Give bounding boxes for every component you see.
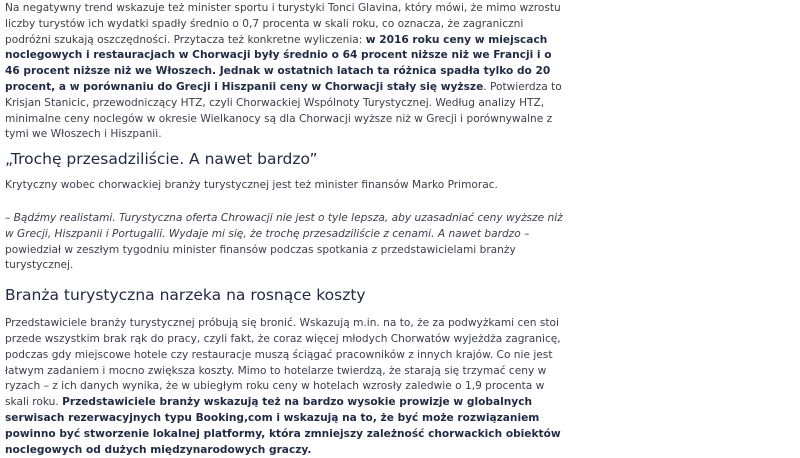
bold-price-comparison: w 2016 roku ceny w miejscach noclegowych i restauracjach w Chorwacji były średnio o 64 procent niższe niż we Francji i o 46 procent niższe niż we Włoszech. Jednak w ostatnich latach ta różnica spadła tylko do 20 procent, a w porównaniu do Grecji i Hiszpanii ceny w Chorwacji stały się wyższe: [5, 33, 552, 93]
article-body: [0, 1, 563, 458]
bold-booking-commissions: Przedstawiciele branży wskazują też na bardzo wysokie prowizje w globalnych serwisach rezerwacyjnych typu Booking,com i wskazują na to, że być może rozwiązaniem powinno być stworzenie lokalnej platformy, która zmniejszy zależność chorwackich obiektów noclegowych od dużych międzynarodowych graczy.: [5, 396, 561, 456]
paragraph-text: – powiedział w zeszłym tygodniu minister finansów podczas spotkania z przedstawicielami branży turystycznej.: [5, 227, 530, 272]
paragraph-text: . Potwierdza to Krisjan Stanicic, przewodniczący HTZ, czyli Chorwackiej Wspólnoty Turystycznej. Według analizy HTZ, minimalne ceny noclegów w okresie Wielkanocy są dla Chorwacji wyższe niż w Grecji i porównywalne z tymi we Włoszech i Hiszpanii.: [5, 80, 562, 141]
quote-italic: – Bądźmy realistami. Turystyczna oferta Chrowacji nie jest o tyle lepsza, aby uzasadniać ceny wyższe niż w Grecji, Hiszpanii i Portugalii. Wydaje mi się, że trochę przesadziliście z cenami. A nawet bardzo: [5, 211, 563, 240]
paragraph-finance-minister: Krytyczny wobec chorwackiej branży turystycznej jest też minister finansów Marko Primorac.: [5, 179, 498, 192]
section-heading-rising-costs: Branża turystyczna narzeka na rosnące koszty: [5, 286, 366, 305]
paragraph-tourism-trend: [5, 1, 563, 143]
section-heading-overpriced: „Trochę przesadziliście. A nawet bardzo”: [5, 150, 318, 169]
paragraph-minister-quote: [5, 211, 563, 274]
paragraph-text: Na negatywny trend wskazuje też minister sportu i turystyki Tonci Glavina, który mówi, że mimo wzrostu liczby turystów ich wydatki spadły średnio o 0,7 procenta w skali roku, co oznacza, że zagraniczni podróżni szukają oszczędności. Przytacza też konkretne wyliczenia:: [5, 2, 561, 46]
paragraph-text: Przedstawiciele branży turystycznej próbują się bronić. Wskazują m.in. na to, że za podwyżkami cen stoi przede wszystkim brak rąk do pracy, czyli fakt, że coraz więcej młodych Chorwatów wyjeżdża zagranicę, podczas gdy miejscowe hotele czy restauracje muszą ściągać pracowników z innych krajów. Co nie jest łatwym zadaniem i mocno zwiększa koszty. Mimo to hotelarze twierdzą, że starają się trzymać ceny w ryzach – z ich danych wynika, że w ubiegłym roku ceny w hotelach wzrosły zaledwie o 1,9 procenta w skali roku.: [5, 317, 561, 409]
paragraph-industry-defense: [5, 316, 563, 458]
